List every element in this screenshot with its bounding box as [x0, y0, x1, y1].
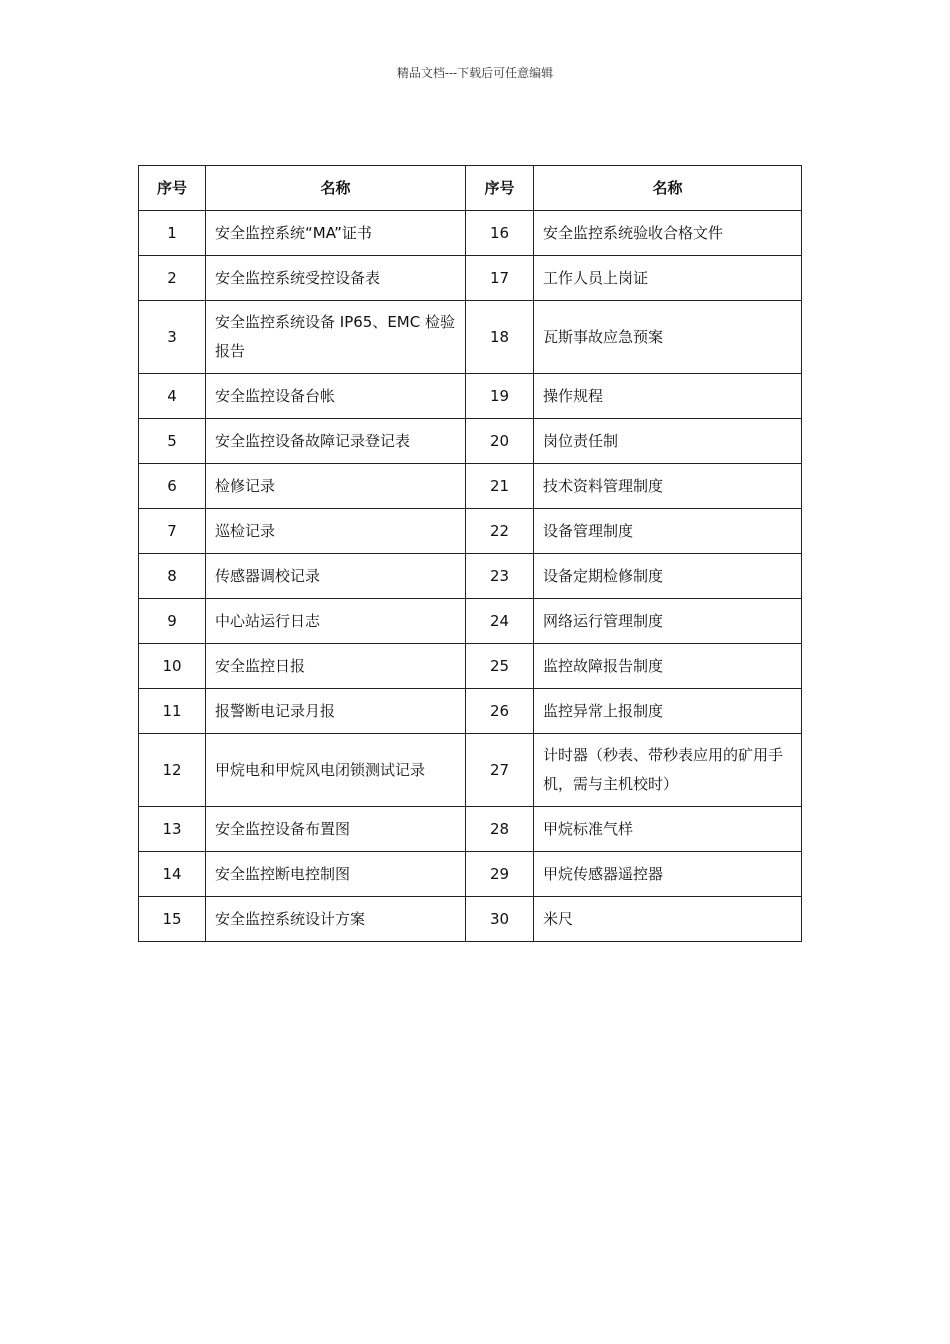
row-number: 13 [139, 807, 206, 852]
table-row [139, 852, 802, 897]
column-header-number: 序号 [139, 166, 206, 211]
row-name: 中心站运行日志 [206, 599, 466, 644]
row-name: 设备管理制度 [534, 509, 802, 554]
table-row [139, 807, 802, 852]
column-header-name: 名称 [206, 166, 466, 211]
row-name: 岗位责任制 [534, 419, 802, 464]
row-number: 14 [139, 852, 206, 897]
row-number: 20 [466, 419, 534, 464]
row-number: 23 [466, 554, 534, 599]
row-name: 操作规程 [534, 374, 802, 419]
row-number: 25 [466, 644, 534, 689]
row-name: 安全监控系统验收合格文件 [534, 211, 802, 256]
row-name: 设备定期检修制度 [534, 554, 802, 599]
row-name: 甲烷电和甲烷风电闭锁测试记录 [206, 734, 466, 807]
table-row [139, 689, 802, 734]
row-number: 21 [466, 464, 534, 509]
row-name: 甲烷传感器遥控器 [534, 852, 802, 897]
row-number: 16 [466, 211, 534, 256]
row-number: 29 [466, 852, 534, 897]
row-number: 5 [139, 419, 206, 464]
table-row [139, 464, 802, 509]
row-name: 计时器（秒表、带秒表应用的矿用手机，需与主机校时） [534, 734, 802, 807]
table-row [139, 734, 802, 807]
row-number: 12 [139, 734, 206, 807]
row-number: 1 [139, 211, 206, 256]
document-table [138, 165, 802, 942]
row-name: 安全监控断电控制图 [206, 852, 466, 897]
row-name: 瓦斯事故应急预案 [534, 301, 802, 374]
table-row [139, 599, 802, 644]
row-name: 安全监控设备布置图 [206, 807, 466, 852]
page-header: 精品文档---下载后可任意编辑 [396, 66, 554, 80]
row-name: 传感器调校记录 [206, 554, 466, 599]
row-number: 10 [139, 644, 206, 689]
row-number: 22 [466, 509, 534, 554]
row-name: 安全监控系统“MA”证书 [206, 211, 466, 256]
table-header-row [139, 166, 802, 211]
row-number: 26 [466, 689, 534, 734]
column-header-number: 序号 [466, 166, 534, 211]
row-number: 18 [466, 301, 534, 374]
row-name: 监控故障报告制度 [534, 644, 802, 689]
row-name: 报警断电记录月报 [206, 689, 466, 734]
table-row [139, 644, 802, 689]
row-name: 技术资料管理制度 [534, 464, 802, 509]
table-row [139, 509, 802, 554]
row-name: 米尺 [534, 897, 802, 942]
row-name: 安全监控系统设备 IP65、EMC 检验报告 [206, 301, 466, 374]
row-number: 15 [139, 897, 206, 942]
row-name: 网络运行管理制度 [534, 599, 802, 644]
row-number: 27 [466, 734, 534, 807]
row-number: 11 [139, 689, 206, 734]
table-row [139, 374, 802, 419]
table-row [139, 419, 802, 464]
table-row [139, 256, 802, 301]
row-name: 安全监控设备台帐 [206, 374, 466, 419]
table-row [139, 211, 802, 256]
row-name: 监控异常上报制度 [534, 689, 802, 734]
row-number: 6 [139, 464, 206, 509]
row-name: 安全监控系统设计方案 [206, 897, 466, 942]
row-number: 17 [466, 256, 534, 301]
row-number: 7 [139, 509, 206, 554]
table-row [139, 897, 802, 942]
row-number: 28 [466, 807, 534, 852]
row-name: 检修记录 [206, 464, 466, 509]
row-name: 安全监控系统受控设备表 [206, 256, 466, 301]
row-number: 19 [466, 374, 534, 419]
row-number: 9 [139, 599, 206, 644]
row-name: 巡检记录 [206, 509, 466, 554]
row-number: 3 [139, 301, 206, 374]
row-name: 工作人员上岗证 [534, 256, 802, 301]
row-number: 2 [139, 256, 206, 301]
column-header-name: 名称 [534, 166, 802, 211]
table-row [139, 301, 802, 374]
row-number: 24 [466, 599, 534, 644]
row-name: 安全监控设备故障记录登记表 [206, 419, 466, 464]
row-name: 安全监控日报 [206, 644, 466, 689]
row-number: 30 [466, 897, 534, 942]
row-name: 甲烷标准气样 [534, 807, 802, 852]
row-number: 8 [139, 554, 206, 599]
table-row [139, 554, 802, 599]
row-number: 4 [139, 374, 206, 419]
